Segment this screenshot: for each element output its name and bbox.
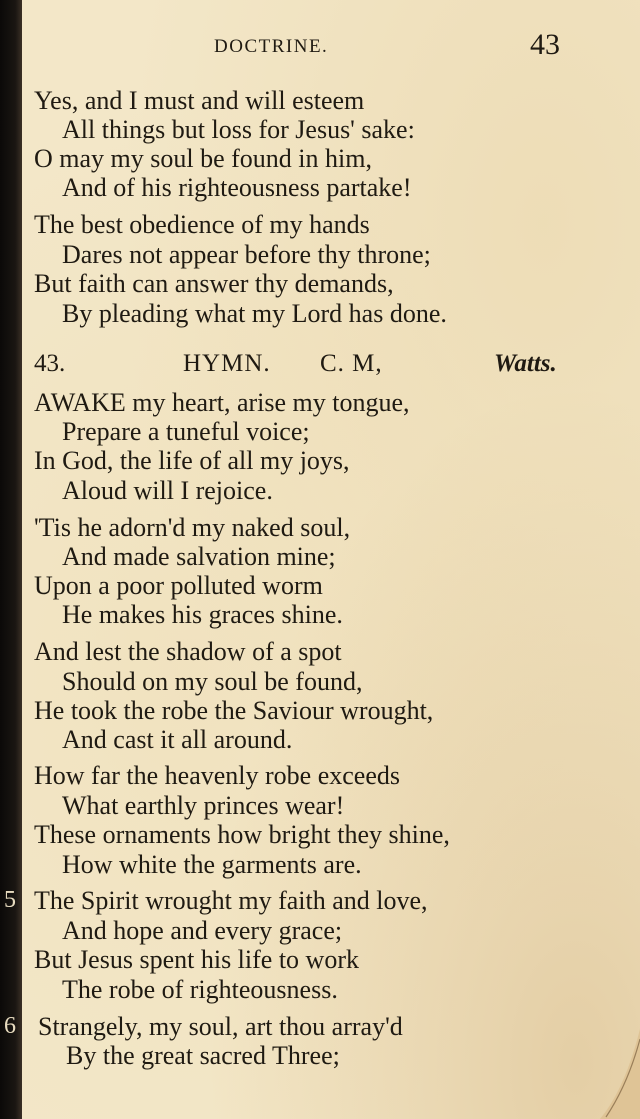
- hymn-label: HYMN.: [183, 350, 271, 377]
- verse-line: The robe of righteousness.: [62, 975, 338, 1004]
- verse-line: Upon a poor polluted worm: [34, 571, 323, 600]
- hymn-author: Watts.: [494, 350, 557, 377]
- hymn-meter: C. M,: [320, 350, 383, 377]
- verse-line: But Jesus spent his life to work: [34, 945, 359, 974]
- verse-line: And lest the shadow of a spot: [34, 637, 342, 666]
- page-curl-decoration: [570, 1029, 640, 1119]
- verse-line: These ornaments how bright they shine,: [34, 820, 450, 849]
- verse-line: 'Tis he adorn'd my naked soul,: [34, 513, 351, 542]
- verse-line: Should on my soul be found,: [62, 667, 363, 696]
- page-header: [0, 28, 640, 68]
- verse-line: Dares not appear before thy throne;: [62, 240, 431, 269]
- verse-line: All things but loss for Jesus' sake:: [62, 115, 415, 144]
- verse-line: By pleading what my Lord has done.: [62, 299, 447, 328]
- verse-line: Aloud will I rejoice.: [62, 476, 273, 505]
- verse-line: The Spirit wrought my faith and love,: [34, 886, 428, 915]
- verse-line: And of his righteousness partake!: [62, 173, 412, 202]
- hymn-number: 43.: [34, 350, 66, 377]
- verse-line: In God, the life of all my joys,: [34, 446, 350, 475]
- hymn-heading: [0, 350, 640, 384]
- verse-line: And cast it all around.: [62, 725, 293, 754]
- verse-line: How white the garments are.: [62, 850, 362, 879]
- verse-line: The best obedience of my hands: [34, 210, 370, 239]
- verse-line: Prepare a tuneful voice;: [62, 417, 310, 446]
- verse-number: 5: [4, 887, 16, 913]
- verse-line: How far the heavenly robe exceeds: [34, 761, 400, 790]
- running-title: DOCTRINE.: [214, 36, 329, 57]
- verse-line: And made salvation mine;: [62, 542, 336, 571]
- page-number: 43: [530, 28, 560, 61]
- verse-line: What earthly princes wear!: [62, 791, 345, 820]
- verse-line: AWAKE my heart, arise my tongue,: [34, 388, 410, 417]
- verse-line: But faith can answer thy demands,: [34, 269, 394, 298]
- verse-line: He makes his graces shine.: [62, 600, 343, 629]
- verse-line: Yes, and I must and will esteem: [34, 86, 365, 115]
- verse-line: He took the robe the Saviour wrought,: [34, 696, 434, 725]
- verse-line: Strangely, my soul, art thou array'd: [38, 1012, 403, 1041]
- verse-line: By the great sacred Three;: [66, 1041, 340, 1070]
- book-spine-shadow: [0, 0, 22, 1119]
- verse-number: 6: [4, 1013, 16, 1039]
- verse-line: And hope and every grace;: [62, 916, 343, 945]
- verse-line: O may my soul be found in him,: [34, 144, 372, 173]
